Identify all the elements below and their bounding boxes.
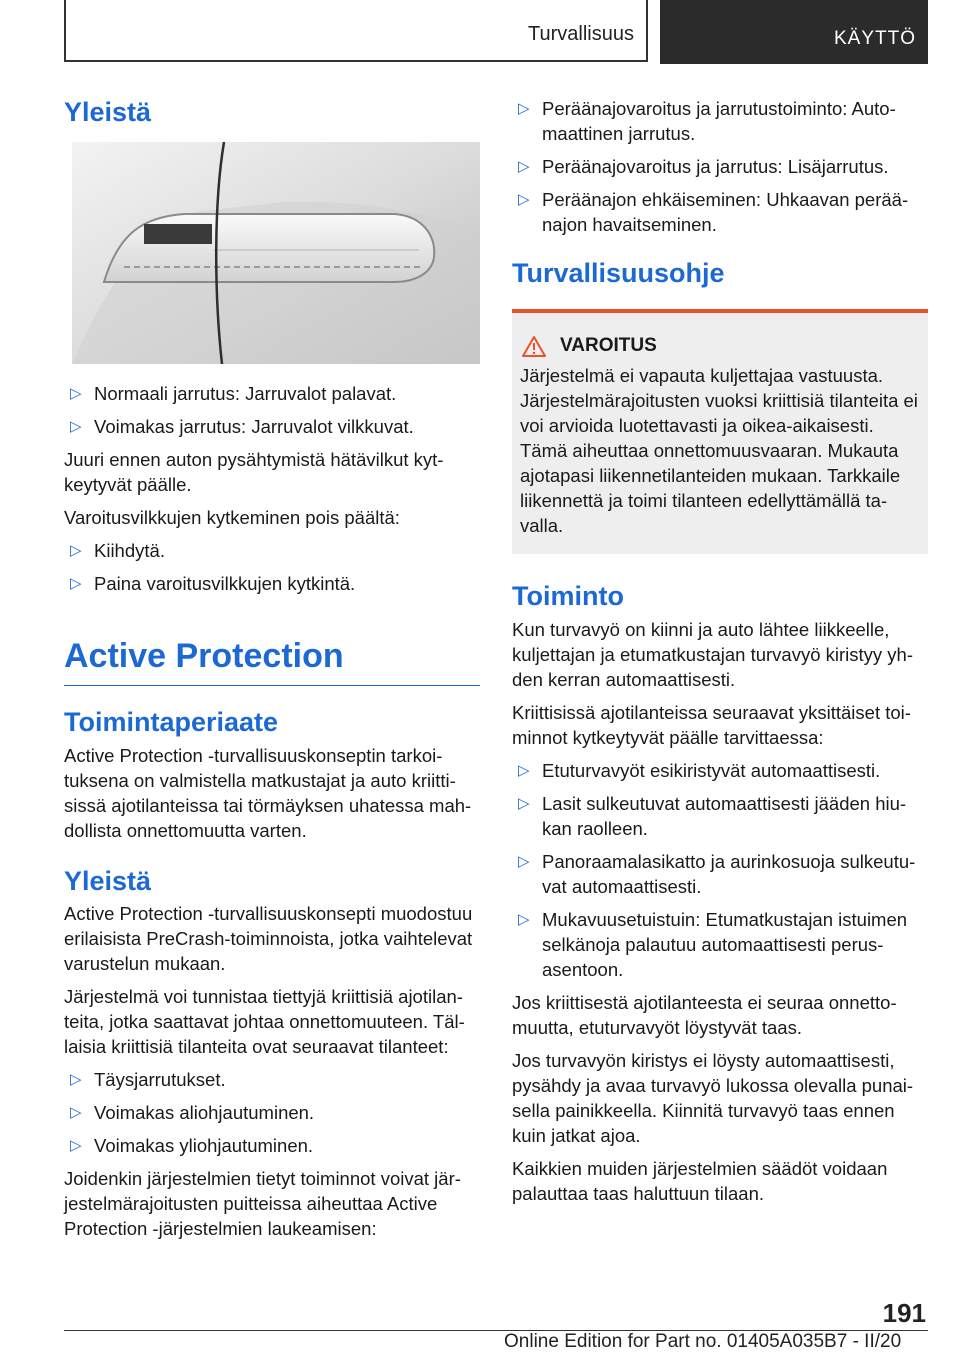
list-item: ▷ Voimakas jarrutus: Jarruvalot vilkkuvat. (70, 416, 414, 438)
warning-title (520, 335, 920, 357)
triangle-bullet-icon: ▷ (70, 385, 82, 403)
paragraph: Jos turvavyön kiristys ei löysty automaattisesti, pysähdy ja avaa turvavyö lukossa olevalla punaisella painikkeella. Kiinnitä turvavyö taas ennen kuin jatkat ajoa. (512, 1049, 914, 1146)
list-item: ▷ Kiihdytä. (70, 540, 165, 562)
list-item: ▷ Voimakas aliohjautuminen. (70, 1101, 315, 1123)
paragraph: Jos kriittisestä ajotilanteesta ei seuraa onnettomuutta, etuturvavyöt löystyvät taas. (512, 991, 897, 1038)
triangle-bullet-icon: ▷ (518, 100, 530, 117)
list-item: ▷ Lasit sulkeutuvat automaattisesti jääden hiukan raolleen. (518, 792, 907, 839)
critical-situations-list (64, 1067, 480, 1158)
list-item: ▷ Peräänajovaroitus ja jarrutustoiminto: Automaattinen jarrutus. (518, 98, 896, 144)
list-item: ▷ Mukavuusetuistuin: Etumatkustajan istuimen selkänoja palautuu automaattisesti perusasentoon. (518, 908, 908, 980)
warning-box (512, 309, 928, 554)
left-column (64, 96, 480, 1249)
list-item: ▷ Normaali jarrutus: Jarruvalot palavat. (70, 383, 397, 405)
heading-yleista: Yleistä (64, 97, 152, 127)
paragraph: Active Protection ‑turvallisuuskonseptin tarkoituksena on valmistella matkustajat ja auto kriittisissä ajotilanteissa tai törmäyksen uhatessa mahdollista onnettomuutta varten. (64, 744, 472, 841)
triangle-bullet-icon: ▷ (518, 191, 530, 208)
heading-turvallisuusohje: Turvallisuusohje (512, 258, 725, 288)
heading-toiminto: Toiminto (512, 581, 624, 612)
heading-yleista-2: Yleistä (64, 865, 152, 896)
list-item: ▷ Peräänajovaroitus ja jarrutus: Lisäjarrutus. (518, 156, 889, 177)
paragraph: Joidenkin järjestelmien tietyt toiminnot voivat järjestelmärajoitusten puitteissa aiheuttaa Active Protection ‑järjestelmien laukeamisen: (64, 1167, 461, 1239)
paragraph: Juuri ennen auton pysähtymistä hätävilkut kytkeytyvät päälle. (64, 449, 444, 496)
triangle-bullet-icon: ▷ (70, 542, 82, 560)
page-header (64, 0, 928, 64)
list-item: ▷ Etuturvavyöt esikiristyvät automaattisesti. (518, 759, 881, 781)
paragraph: Kriittisissä ajotilanteissa seuraavat yksittäiset toiminnot kytkeytyvät päälle tarvittaessa: (512, 701, 911, 748)
triangle-bullet-icon: ▷ (70, 1103, 82, 1121)
header-section-title: Turvallisuus (528, 23, 634, 45)
page-number: 191 (882, 1298, 926, 1328)
triangle-bullet-icon: ▷ (518, 794, 530, 812)
tail-light-illustration (64, 142, 480, 364)
brake-light-list (64, 381, 480, 439)
paragraph: Kun turvavyö on kiinni ja auto lähtee liikkeelle, kuljettajan ja etumatkustajan turvavyö kiristyy yhden kerran automaattisesti. (512, 618, 914, 690)
paragraph: Active Protection ‑turvallisuuskonsepti muodostuu erilaisista PreCrash‑toiminnoista, jotka vaihtelevat varustelun mukaan. (64, 902, 473, 974)
function-list (512, 758, 928, 982)
paragraph: Kaikkien muiden järjestelmien säädöt voidaan palauttaa taas haluttuun tilaan. (512, 1157, 888, 1204)
heading-toimintaperiaate: Toimintaperiaate (64, 707, 279, 738)
warning-title-text: VAROITUS (560, 335, 657, 357)
header-chapter-box (660, 0, 928, 64)
paragraph: Järjestelmä voi tunnistaa tiettyjä kriittisiä ajotilanteita, jotka saattavat johtaa onnettomuuteen. Tällaisia kriittisiä tilanteita ovat seuraavat tilanteet: (64, 985, 465, 1057)
triangle-bullet-icon: ▷ (70, 418, 82, 436)
section-heading-wrapper (64, 636, 480, 686)
warning-text: Järjestelmä ei vapauta kuljettajaa vastuusta. Järjestelmärajoitusten vuoksi kriittisiä tilanteita ei voi arvioida luotettavasti ja oikea-aikaisesti. Tämä aiheuttaa onnettomuusvaaran. Mukauta ajotapasi liikennetilanteiden mukaan. Tarkkaile liikennettä ja toimi tilanteen edellyttämällä tavalla. (520, 365, 918, 537)
rear-collision-list (512, 96, 928, 237)
triangle-bullet-icon: ▷ (70, 1136, 82, 1154)
triangle-bullet-icon: ▷ (518, 852, 530, 870)
triangle-bullet-icon: ▷ (70, 1070, 82, 1088)
triangle-bullet-icon: ▷ (518, 158, 530, 175)
edition-text: Online Edition for Part no. 01405A035B7 - II/20 (504, 1331, 902, 1352)
list-item: ▷ Voimakas yliohjautuminen. (70, 1134, 314, 1156)
heading-active-protection: Active Protection (64, 637, 344, 676)
right-column (512, 96, 928, 1214)
list-item: ▷ Paina varoitusvilkkujen kytkintä. (70, 573, 356, 595)
list-item: ▷ Täysjarrutukset. (70, 1068, 226, 1090)
hazard-off-list (64, 538, 480, 596)
triangle-bullet-icon: ▷ (70, 575, 82, 593)
header-section-box (64, 0, 648, 62)
warning-triangle-icon (522, 335, 546, 357)
triangle-bullet-icon: ▷ (518, 761, 530, 779)
triangle-bullet-icon: ▷ (518, 910, 530, 928)
paragraph: Varoitusvilkkujen kytkeminen pois päältä: (64, 507, 400, 529)
list-item: ▷ Panoraamalasikatto ja aurinkosuoja sulkeutuvat automaattisesti. (518, 850, 916, 897)
list-item: ▷ Peräänajon ehkäiseminen: Uhkaavan peräänajon havaitseminen. (518, 189, 909, 235)
header-chapter-title: KÄYTTÖ (833, 28, 916, 49)
